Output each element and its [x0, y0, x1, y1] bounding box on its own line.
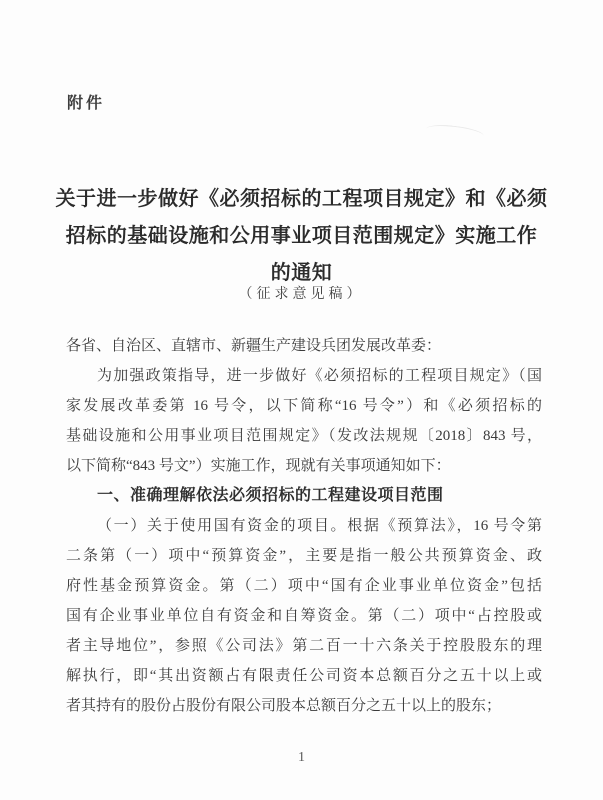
document-title [0, 181, 603, 292]
title-line-1: 关于进一步做好《必须招标的工程项目规定》和《必须 [55, 188, 548, 210]
paragraph2-line: 解执行，即“其出资额占有限责任公司资本总额百分之五十以上或 [66, 668, 542, 684]
title-line-3: 的通知 [270, 262, 333, 284]
paragraph2-line: （一）关于使用国有资金的项目。根据《预算法》，16 号令第 [97, 518, 542, 534]
paragraph2-line: 国有企业事业单位自有资金和自筹资金。第（二）项中“占控股或 [66, 608, 542, 624]
paragraph2-line: 者主导地位”，参照《公司法》第二百一十六条关于控股股东的理 [66, 638, 542, 654]
paragraph1-line: 以下简称“843 号文”）实施工作，现就有关事项通知如下： [66, 458, 451, 474]
paragraph2-line: 二条第（一）项中“预算资金”，主要是指一般公共预算资金、政 [66, 548, 542, 564]
title-line-2: 招标的基础设施和公用事业项目范围规定》实施工作 [65, 225, 538, 247]
page-number: 1 [298, 750, 305, 765]
paragraph1-line: 家发展改革委第 16 号令，以下简称“16 号令”）和《必须招标的 [66, 398, 542, 414]
paragraph1-line: 为加强政策指导，进一步做好《必须招标的工程项目规定》（国 [97, 368, 542, 384]
draft-subtitle: （征求意见稿） [238, 287, 365, 302]
paragraph2-line: 府性基金预算资金。第（二）项中“国有企业事业单位资金”包括 [66, 578, 542, 594]
document-body [66, 331, 542, 721]
paragraph1-line: 基础设施和公用事业项目范围规定》（发改法规规〔2018〕843 号， [66, 428, 542, 444]
paragraph2-line: 者其持有的股份占股份有限公司股本总额百分之五十以上的股东； [66, 698, 502, 714]
attachment-label: 附件 [67, 95, 106, 112]
salutation-line: 各省、自治区、直辖市、新疆生产建设兵团发展改革委： [66, 338, 442, 354]
section-heading-1: 一、准确理解依法必须招标的工程建设项目范围 [97, 487, 444, 504]
scan-artifact-mark [425, 123, 484, 143]
